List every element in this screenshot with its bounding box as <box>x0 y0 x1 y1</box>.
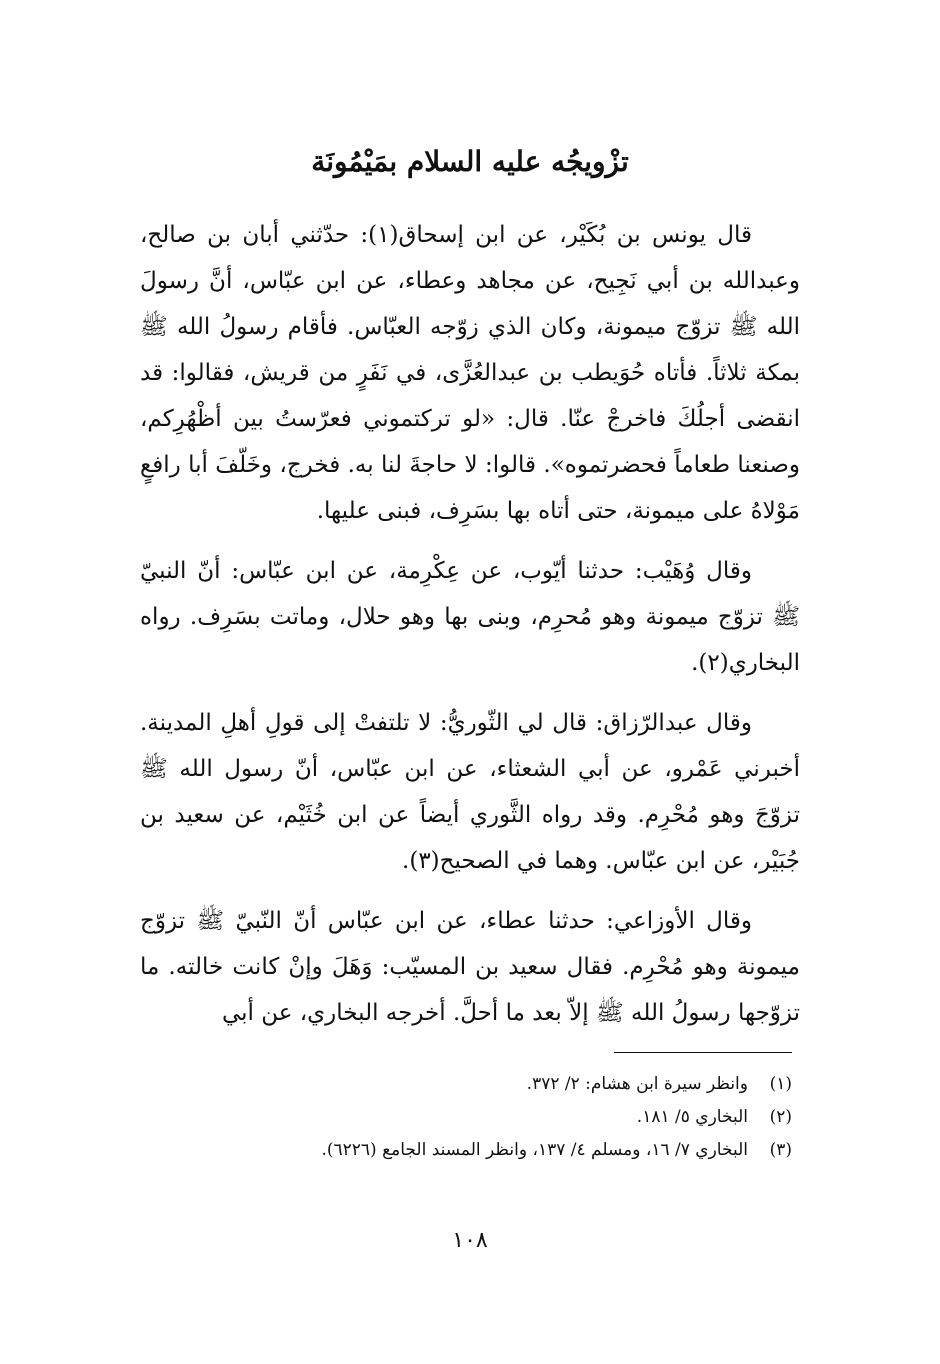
footnote-text: البخاري ٥/ ١٨١. <box>636 1107 748 1127</box>
body-text <box>140 212 800 1050</box>
chapter-title: تزْويجُه عليه السلام بمَيْمُونَة <box>311 145 629 178</box>
page-number: ١٠٨ <box>452 1228 488 1253</box>
paragraph-2: وقال وُهَيْب: حدثنا أيّوب، عن عِكْرِمة، عن ابن عبّاس: أنّ النبيّ ﷺ تزوّج ميمونة وهو مُحرِم، وبنى بها وهو حلال، وماتت بسَرِف. رواه البخاري(٢). <box>140 558 800 676</box>
footnote-3 <box>152 1134 792 1167</box>
footnote-text: وانظر سيرة ابن هشام: ٢/ ٣٧٢. <box>526 1074 748 1094</box>
footnote-text: البخاري ٧/ ١٦، ومسلم ٤/ ١٣٧، وانظر المسند الجامع (٦٢٢٦). <box>321 1140 748 1160</box>
footnote-2 <box>152 1101 792 1134</box>
paragraph-1: قال يونس بن بُكَيْر، عن ابن إسحاق(١): حدّثني أبان بن صالح، وعبدالله بن أبي نَجِيح، عن مجاهد وعطاء، عن ابن عبّاس، أنَّ رسولَ الله ﷺ تزوّج ميمونة، وكان الذي زوّجه العبّاس. فأقام رسولُ الله ﷺ بمكة ثلاثاً. فأتاه حُوَيطب بن عبدالعُزَّى، في نَفَرٍ من قريش، فقالوا: قد انقضى أجلُكَ فاخرجْ عنّا. قال: «لو تركتموني فعرّستُ بين أظْهُرِكم، وصنعنا طعاماً فحضرتموه». قالوا: لا حاجةَ لنا به. فخرج، وخَلّفَ أبا رافعٍ مَوْلاهُ على ميمونة، حتى أتاه بها بسَرِف، فبنى عليها. <box>140 222 800 524</box>
footnote-divider <box>614 1052 792 1053</box>
footnote-number: (٢) <box>769 1107 792 1127</box>
footnotes <box>152 1068 792 1167</box>
paragraph-3: وقال عبدالرّزاق: قال لي الثّوريُّ: لا تلتفتْ إلى قولِ أهلِ المدينة. أخبرني عَمْرو، عن أبي الشعثاء، عن ابن عبّاس، أنّ رسول الله ﷺ تزوّجَ وهو مُحْرِم. وقد رواه الثَّوري أيضاً عن ابن خُثَيْم، عن سعيد بن جُبَيْر، عن ابن عبّاس. وهما في الصحيح(٣). <box>140 710 800 874</box>
paragraph-4: وقال الأوزاعي: حدثنا عطاء، عن ابن عبّاس أنّ النّبيّ ﷺ تزوّج ميمونة وهو مُحْرِم. فقال سعيد بن المسيّب: وَهَلَ وإنْ كانت خالته. ما تزوّجها رسولُ الله ﷺ إلاّ بعد ما أحلَّ. أخرجه البخاري، عن أبي <box>140 908 800 1026</box>
footnote-1 <box>152 1068 792 1101</box>
footnote-number: (٣) <box>769 1140 792 1160</box>
footnote-number: (١) <box>769 1074 792 1094</box>
